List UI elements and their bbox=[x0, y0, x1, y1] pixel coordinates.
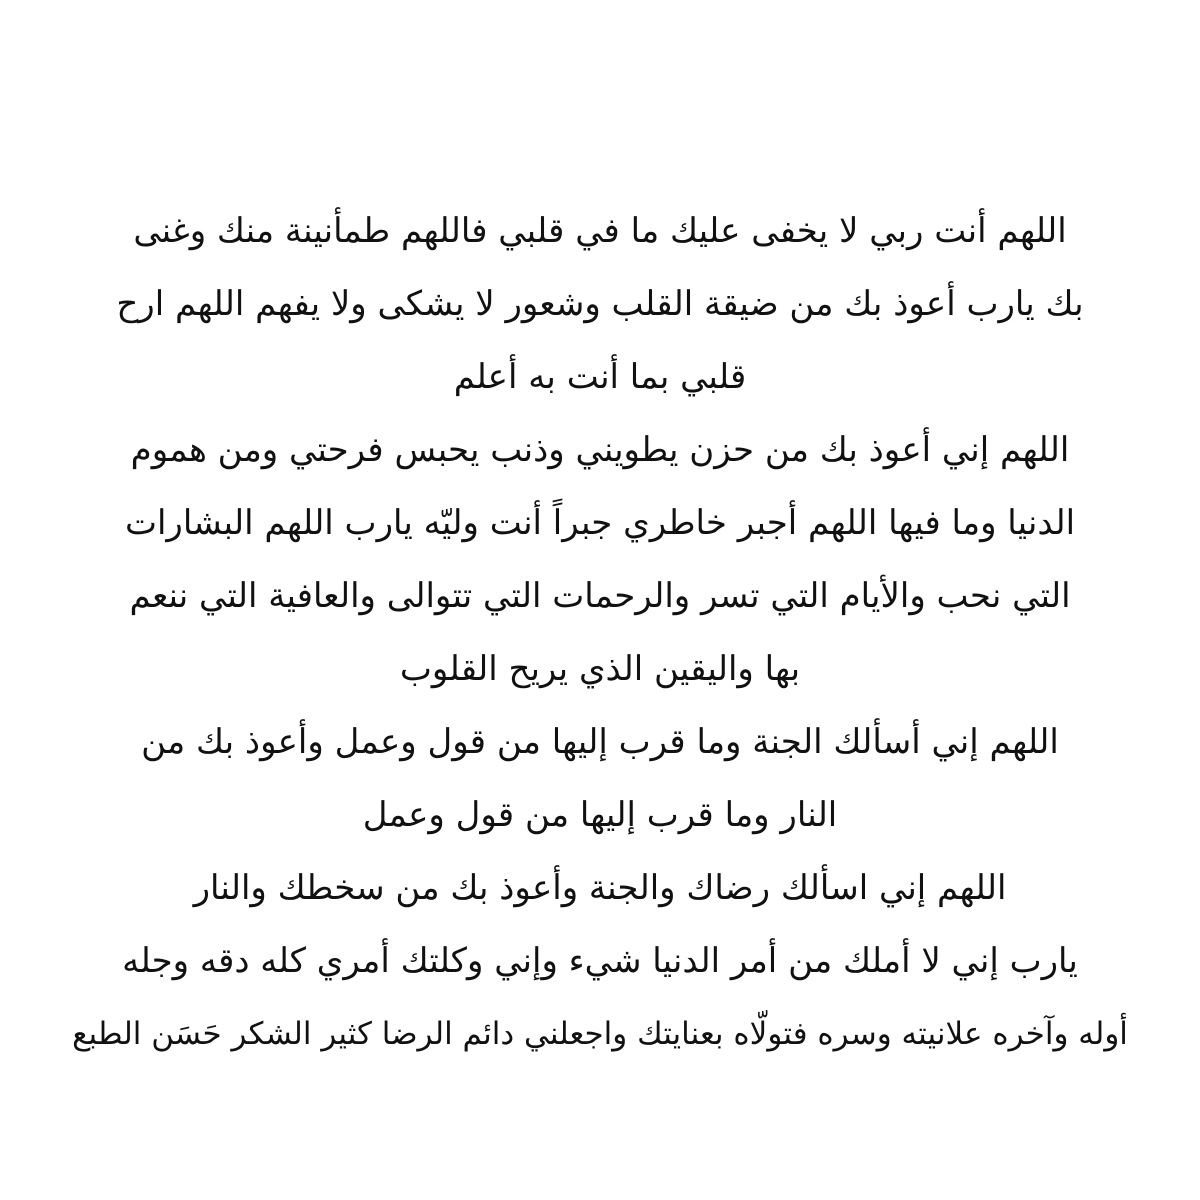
text-line-7: بها واليقين الذي يريح القلوب bbox=[399, 649, 801, 689]
text-line-9: النار وما قرب إليها من قول وعمل bbox=[362, 795, 838, 835]
text-line-8: اللهم إني أسألك الجنة وما قرب إليها من قول وعمل وأعوذ بك من bbox=[141, 722, 1059, 762]
prayer-text bbox=[60, 195, 1140, 1071]
text-line-1: اللهم أنت ربي لا يخفى عليك ما في قلبي فاللهم طمأنينة منك وغنى bbox=[133, 211, 1067, 251]
text-line-2: بك يارب أعوذ بك من ضيقة القلب وشعور لا يشكى ولا يفهم اللهم ارح bbox=[116, 284, 1084, 324]
text-line-4: اللهم إني أعوذ بك من حزن يطويني وذنب يحبس فرحتي ومن هموم bbox=[130, 430, 1070, 470]
text-line-11: يارب إني لا أملك من أمر الدنيا شيء وإني وكلتك أمري كله دقه وجله bbox=[122, 941, 1078, 981]
text-line-10: اللهم إني اسألك رضاك والجنة وأعوذ بك من سخطك والنار bbox=[193, 868, 1007, 908]
text-line-6: التي نحب والأيام التي تسر والرحمات التي تتوالى والعافية التي ننعم bbox=[129, 576, 1071, 616]
text-line-12: أوله وآخره علانيته وسره فتولّاه بعنايتك واجعلني دائم الرضا كثير الشكر حَسَن الطبع bbox=[72, 1016, 1128, 1052]
text-line-3: قلبي بما أنت به أعلم bbox=[453, 357, 747, 397]
text-line-5: الدنيا وما فيها اللهم أجبر خاطري جبراً أنت وليّه يارب اللهم البشارات bbox=[124, 503, 1076, 543]
